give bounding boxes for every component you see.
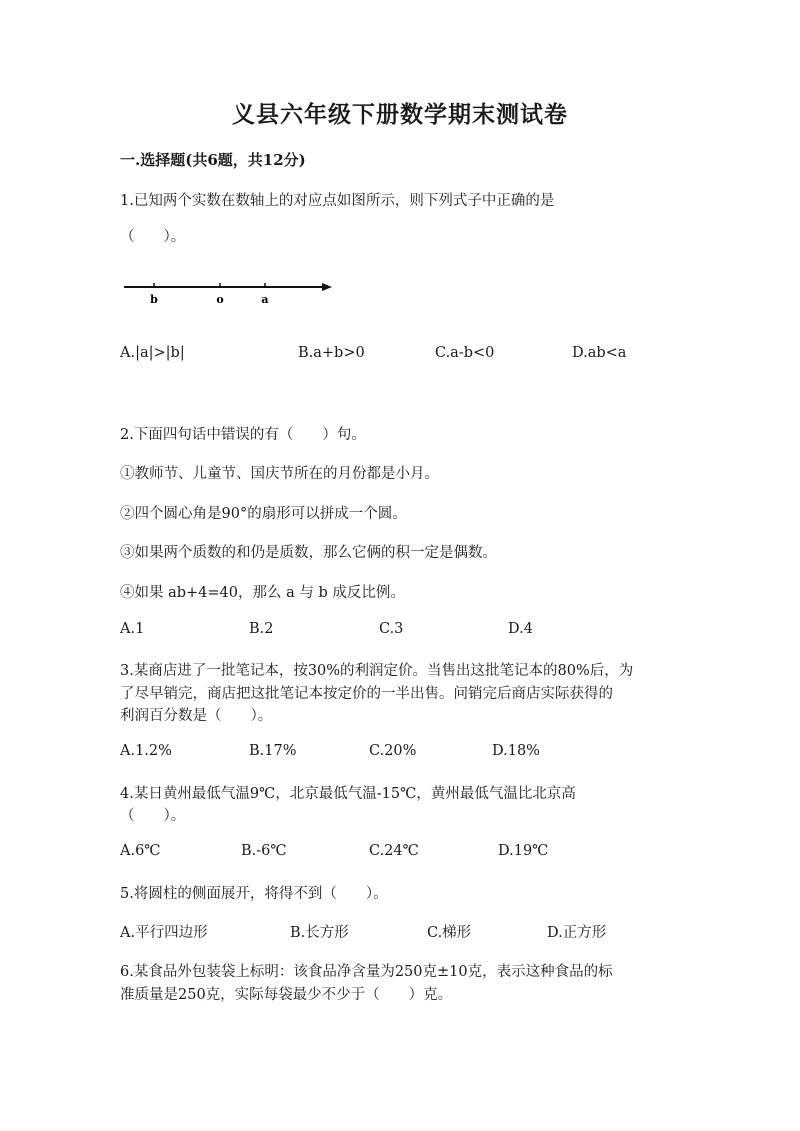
q5-option-c: C.梯形 [427,925,472,941]
q3-option-b: B.17% [249,743,297,759]
section-heading: 一.选择题(共6题，共12分) [120,151,306,169]
q1-option-d: D.ab<a [572,345,627,361]
q2-option-c: C.3 [379,621,404,637]
q4-option-b: B.-6℃ [241,843,287,859]
q5-option-d: D.正方形 [547,925,607,941]
q1-option-c: C.a-b<0 [435,345,495,361]
q6-line-2: 准质量是250克，实际每袋最少不少于（ ）克。 [120,987,453,1003]
q5-text: 5.将圆柱的侧面展开，将得不到（ ）。 [120,886,388,902]
q2-option-b: B.2 [249,621,274,637]
q3-line-3: 利润百分数是（ ）。 [120,708,273,724]
q2-option-a: A.1 [120,621,145,637]
q1-option-a: A.|a|>|b| [120,345,185,361]
page-title: 义县六年级下册数学期末测试卷 [232,101,568,128]
q2-statement-2: ②四个圆心角是90°的扇形可以拼成一个圆。 [120,506,407,522]
q1-text: 1.已知两个实数在数轴上的对应点如图所示，则下列式子中正确的是 [120,193,555,209]
q5-option-b: B.长方形 [290,925,349,941]
q4-line-1: 4.某日黄州最低气温9℃，北京最低气温-15℃，黄州最低气温比北京高 [120,786,576,802]
q3-option-c: C.20% [369,743,417,759]
numline-label-b: b [150,293,158,306]
q2-option-d: D.4 [508,621,533,637]
numline-label-o: o [216,293,224,306]
number-line [120,276,336,306]
q1-option-b: B.a+b>0 [298,345,365,361]
q3-line-2: 了尽早销完，商店把这批笔记本按定价的一半出售。问销完后商店实际获得的 [120,686,613,702]
q5-option-a: A.平行四边形 [120,925,208,941]
q1-paren: （ ）。 [120,229,186,245]
q3-option-a: A.1.2% [120,743,172,759]
q4-option-a: A.6℃ [120,843,161,859]
q4-option-d: D.19℃ [498,843,549,859]
q3-line-1: 3.某商店进了一批笔记本，按30%的利润定价。当售出这批笔记本的80%后，为 [120,663,634,679]
q6-line-1: 6.某食品外包装袋上标明：该食品净含量为250克±10克，表示这种食品的标 [120,964,613,980]
q2-text: 2.下面四句话中错误的有（ ）句。 [120,427,366,443]
q4-line-2: （ ）。 [120,808,186,824]
q2-statement-3: ③如果两个质数的和仍是质数，那么它俩的积一定是偶数。 [120,545,497,561]
q3-option-d: D.18% [492,743,540,759]
q2-statement-1: ①教师节、儿童节、国庆节所在的月份都是小月。 [120,466,439,482]
q4-option-c: C.24℃ [369,843,419,859]
q2-statement-4: ④如果 ab+4=40，那么 a 与 b 成反比例。 [120,585,405,601]
numline-label-a: a [261,293,269,306]
